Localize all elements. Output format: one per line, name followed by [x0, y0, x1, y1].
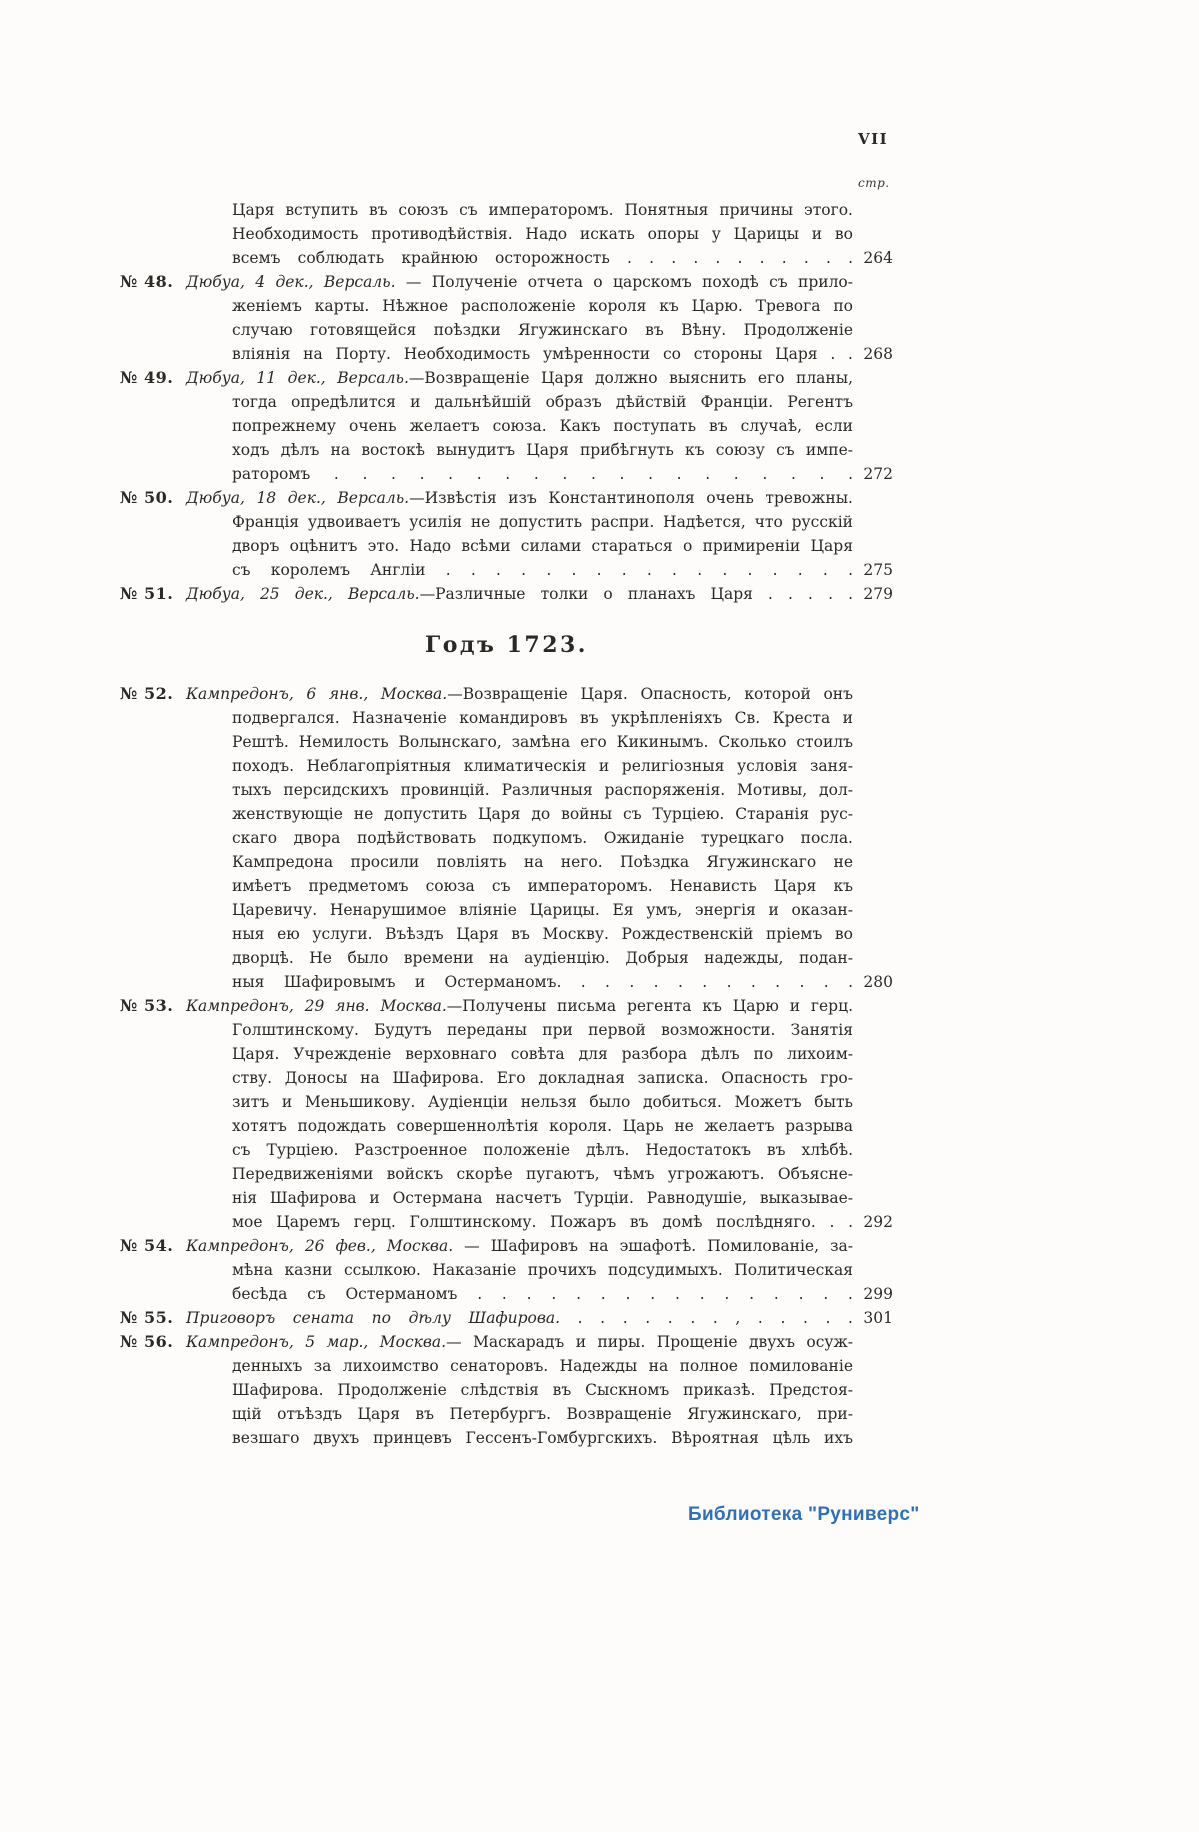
entry-line: Кампредонъ, 5 мар., Москва.— Маскарадъ и пиры. Прощеніе двухъ осуж-: [186, 1333, 853, 1351]
entry-source-italic: Дюбуа, 18 дек., Версаль.: [186, 489, 410, 507]
entry-source-italic: Кампредонъ, 6 янв., Москва.: [186, 685, 448, 703]
entry-line: женствующіе не допустить Царя до войны съ Турціею. Старанія рус-: [232, 805, 853, 823]
entry-line: скаго двора подѣйствовать подкупомъ. Ожиданіе турецкаго посла.: [232, 829, 853, 847]
entry-page-number: 279: [863, 585, 893, 603]
entry-line: ству. Доносы на Шафирова. Его докладная записка. Опасность гро-: [232, 1069, 853, 1087]
entry-page-number: 301: [863, 1309, 893, 1327]
entry-number: № 48.: [120, 272, 174, 291]
entry-text: [186, 682, 854, 994]
toc-entry: [120, 366, 893, 486]
entry-source-italic: Дюбуа, 11 дек., Версаль.: [186, 369, 409, 387]
entry-line: Кампредона просили повліять на него. Поѣздка Ягужинскаго не: [232, 853, 853, 871]
toc-content: [120, 198, 893, 1450]
entry-line: Кампредонъ, 6 янв., Москва.—Возвращеніе Царя. Опасность, которой онъ: [186, 685, 854, 703]
toc-entry: [120, 198, 893, 270]
toc-entry: [120, 1306, 893, 1330]
entry-number: № 51.: [120, 584, 174, 603]
toc-entry: [120, 270, 893, 366]
entry-text: [186, 1330, 853, 1450]
entry-text: [186, 366, 854, 486]
entry-page-number: 275: [863, 561, 893, 579]
entry-line: подвергался. Назначеніе командировъ въ укрѣпленіяхъ Св. Креста и: [232, 709, 853, 727]
entry-line: зитъ и Меньшикову. Аудіенціи нельзя было добиться. Можетъ быть: [232, 1093, 853, 1111]
entry-text: [186, 1306, 853, 1330]
toc-entry: [120, 682, 893, 994]
entry-line: щій отъѣздъ Царя въ Петербургъ. Возвращеніе Ягужинскаго, при-: [232, 1405, 853, 1423]
entry-line: мѣна казни ссылкою. Наказаніе прочихъ подсудимыхъ. Политическая: [232, 1261, 853, 1279]
year-heading: Годъ 1723.: [425, 632, 588, 658]
entry-text: [186, 270, 853, 366]
entry-line: раторомъ . . . . . . . . . . . . . . . . . . .: [232, 465, 853, 483]
entry-number: № 53.: [120, 996, 174, 1015]
entry-source-italic: Кампредонъ, 5 мар., Москва.: [186, 1333, 447, 1351]
entry-line: ныя ею услуги. Въѣздъ Царя въ Москву. Рождественскій пріемъ во: [232, 925, 853, 943]
entry-line: Приговоръ сената по дѣлу Шафирова. . . . . . . . , . . . . .: [186, 1309, 853, 1327]
entry-line: ходъ дѣлъ на востокѣ вынудитъ Царя прибѣгнуть къ союзу съ импе-: [232, 441, 853, 459]
entry-line: съ Турціею. Разстроенное положеніе дѣлъ. Недостатокъ въ хлѣбѣ.: [232, 1141, 853, 1159]
entry-number: № 56.: [120, 1332, 174, 1351]
entry-line: Дюбуа, 4 дек., Версаль. — Полученіе отчета о царскомъ походѣ съ прило-: [186, 273, 853, 291]
library-watermark: Библиотека "Руниверс": [688, 1504, 920, 1525]
entry-number: № 54.: [120, 1236, 174, 1255]
entry-line: Царя вступить въ союзъ съ императоромъ. Понятныя причины этого.: [232, 201, 853, 219]
entry-text: [186, 486, 853, 582]
entry-number: № 49.: [120, 368, 174, 387]
entry-line: Шафирова. Продолженіе слѣдствія въ Сыскномъ приказѣ. Предстоя-: [232, 1381, 853, 1399]
entry-line: Дюбуа, 18 дек., Версаль.—Извѣстія изъ Константинополя очень тревожны.: [186, 489, 853, 507]
entry-line: Царевичу. Ненарушимое вліяніе Царицы. Ея умъ, энергія и оказан-: [232, 901, 853, 919]
entry-line: бесѣда съ Остерманомъ . . . . . . . . . . . . . . . .: [232, 1285, 853, 1303]
entry-number: № 55.: [120, 1308, 174, 1327]
toc-entry: [120, 486, 893, 582]
entry-line: съ королемъ Англіи . . . . . . . . . . . . . . . . .: [232, 561, 853, 579]
entry-line: Рештѣ. Немилость Волынскаго, замѣна его Кикинымъ. Сколько стоилъ: [232, 733, 853, 751]
toc-entries-1722: [120, 198, 893, 606]
toc-entry: [120, 582, 893, 606]
entry-line: всемъ соблюдать крайнюю осторожность . . . . . . . . . . .: [232, 249, 853, 267]
entry-text: [186, 994, 853, 1234]
entry-line: Царя. Учрежденіе верховнаго совѣта для разбора дѣлъ по лихоим-: [232, 1045, 853, 1063]
entry-number: № 52.: [120, 684, 174, 703]
entry-line: попрежнему очень желаетъ союза. Какъ поступать въ случаѣ, если: [232, 417, 853, 435]
entry-line: тыхъ персидскихъ провинцій. Различныя распоряженія. Мотивы, дол-: [232, 781, 853, 799]
folio-number: VII: [858, 130, 889, 148]
entry-line: женіемъ карты. Нѣжное расположеніе короля къ Царю. Тревога по: [232, 297, 853, 315]
entry-source-italic: Приговоръ сената по дѣлу Шафирова.: [186, 1309, 561, 1327]
entry-line: дворцѣ. Не было времени на аудіенцію. Добрыя надежды, подан-: [232, 949, 853, 967]
entry-line: ныя Шафировымъ и Остерманомъ. . . . . . . . . . . . .: [232, 973, 853, 991]
entry-line: дворъ оцѣнитъ это. Надо всѣми силами стараться о примиреніи Царя: [232, 537, 853, 555]
entry-source-italic: Кампредонъ, 26 фев., Москва.: [186, 1237, 454, 1255]
toc-entry: [120, 994, 893, 1234]
entry-line: Голштинскому. Будутъ переданы при первой возможности. Занятія: [232, 1021, 853, 1039]
page-column-label: стр.: [858, 176, 890, 190]
entry-page-number: 264: [863, 249, 893, 267]
entry-line: случаю готовящейся поѣздки Ягужинскаго въ Вѣну. Продолженіе: [232, 321, 853, 339]
toc-entry: [120, 1330, 893, 1450]
entry-page-number: 280: [863, 973, 893, 991]
entry-page-number: 272: [863, 465, 893, 483]
entry-source-italic: Кампредонъ, 29 янв. Москва.: [186, 997, 447, 1015]
entry-line: Передвиженіями войскъ скорѣе пугаютъ, чѣмъ угрожаютъ. Объясне-: [232, 1165, 853, 1183]
entry-line: имѣетъ предметомъ союза съ императоромъ. Ненависть Царя къ: [232, 877, 853, 895]
entry-line: вліянія на Порту. Необходимость умѣренности со стороны Царя . .: [232, 345, 853, 363]
entry-text: [186, 1234, 853, 1306]
entry-page-number: 299: [863, 1285, 893, 1303]
entry-line: Кампредонъ, 29 янв. Москва.—Получены письма регента къ Царю и герц.: [186, 997, 853, 1015]
entry-line: тогда опредѣлится и дальнѣйшій образъ дѣйствій Франціи. Регентъ: [232, 393, 853, 411]
entry-line: мое Царемъ герц. Голштинскому. Пожаръ въ домѣ послѣдняго. . .: [232, 1213, 853, 1231]
entry-line: походъ. Неблагопріятныя климатическія и религіозныя условія заня-: [232, 757, 853, 775]
entry-line: Франція удвоиваетъ усилія не допустить распри. Надѣется, что русскій: [232, 513, 853, 531]
entry-text: [186, 582, 853, 606]
entry-line: нія Шафирова и Остермана насчетъ Турціи. Равнодушіе, выказывае-: [232, 1189, 853, 1207]
entry-line: Дюбуа, 25 дек., Версаль.—Различные толки о планахъ Царя . . . . .: [186, 585, 853, 603]
toc-entries-1723: [120, 682, 893, 1450]
entry-line: везшаго двухъ принцевъ Гессенъ-Гомбургскихъ. Вѣроятная цѣль ихъ: [232, 1429, 853, 1447]
entry-line: хотятъ подождать совершеннолѣтія короля. Царь не желаетъ разрыва: [232, 1117, 853, 1135]
entry-line: денныхъ за лихоимство сенаторовъ. Надежды на полное помилованіе: [232, 1357, 853, 1375]
entry-source-italic: Дюбуа, 4 дек., Версаль.: [186, 273, 396, 291]
entry-number: № 50.: [120, 488, 174, 507]
entry-line: Дюбуа, 11 дек., Версаль.—Возвращеніе Царя должно выяснить его планы,: [186, 369, 854, 387]
entry-page-number: 268: [863, 345, 893, 363]
entry-page-number: 292: [863, 1213, 893, 1231]
entry-line: Кампредонъ, 26 фев., Москва. — Шафировъ на эшафотѣ. Помилованіе, за-: [186, 1237, 853, 1255]
entry-line: Необходимость противодѣйствія. Надо искать опоры у Царицы и во: [232, 225, 853, 243]
toc-entry: [120, 1234, 893, 1306]
entry-source-italic: Дюбуа, 25 дек., Версаль.: [186, 585, 420, 603]
entry-text: [232, 198, 853, 270]
